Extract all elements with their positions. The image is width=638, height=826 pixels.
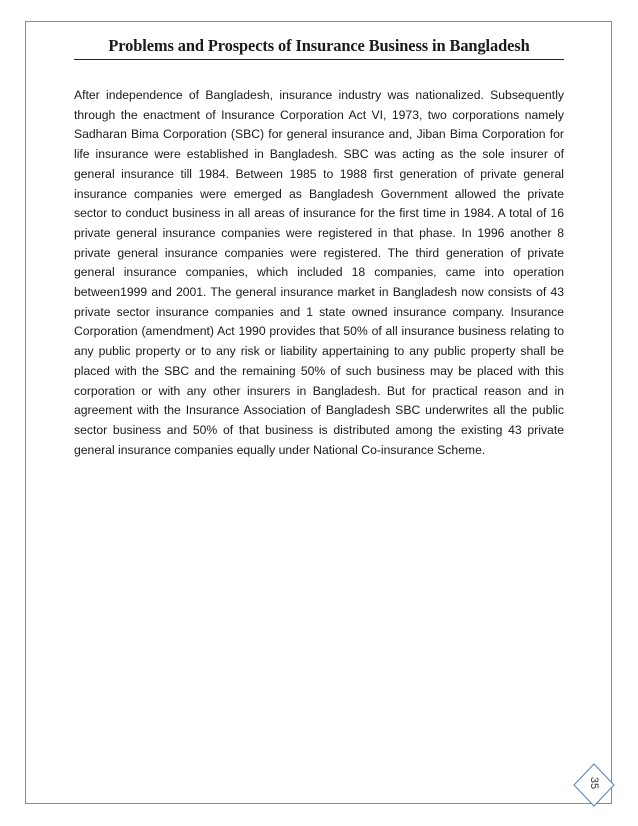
page-number-badge	[568, 760, 618, 810]
body-paragraph: After independence of Bangladesh, insurance industry was nationalized. Subsequently through the enactment of Insurance Corporation Act VI, 1973, two corporations namely Sadharan Bima Corporation (SBC) for general insurance and, Jiban Bima Corporation for life insurance were established in Bangladesh. SBC was acting as the sole insurer of general insurance till 1984. Between 1985 to 1988 first generation of private general insurance companies were emerged as Bangladesh Government allowed the private sector to conduct business in all areas of insurance for the first time in 1984. A total of 16 private general insurance companies were registered in that phase. In 1996 another 8 private general insurance companies were registered. The third generation of private general insurance companies, which included 18 companies, came into operation between1999 and 2001. The general insurance market in Bangladesh now consists of 43 private sector insurance companies and 1 state owned insurance company. Insurance Corporation (amendment) Act 1990 provides that 50% of all insurance business relating to any public property or to any risk or liability appertaining to any public property shall be placed with the SBC and the remaining 50% of such business may be placed with this corporation or with any other insurers in Bangladesh. But for practical reason and in agreement with the Insurance Association of Bangladesh SBC underwrites all the public sector business and 50% of that business is distributed among the existing 43 private general insurance companies equally under National Co-insurance Scheme.	[74, 88, 564, 457]
page-number: 35	[588, 776, 600, 790]
page-title: Problems and Prospects of Insurance Business in Bangladesh	[74, 36, 564, 60]
